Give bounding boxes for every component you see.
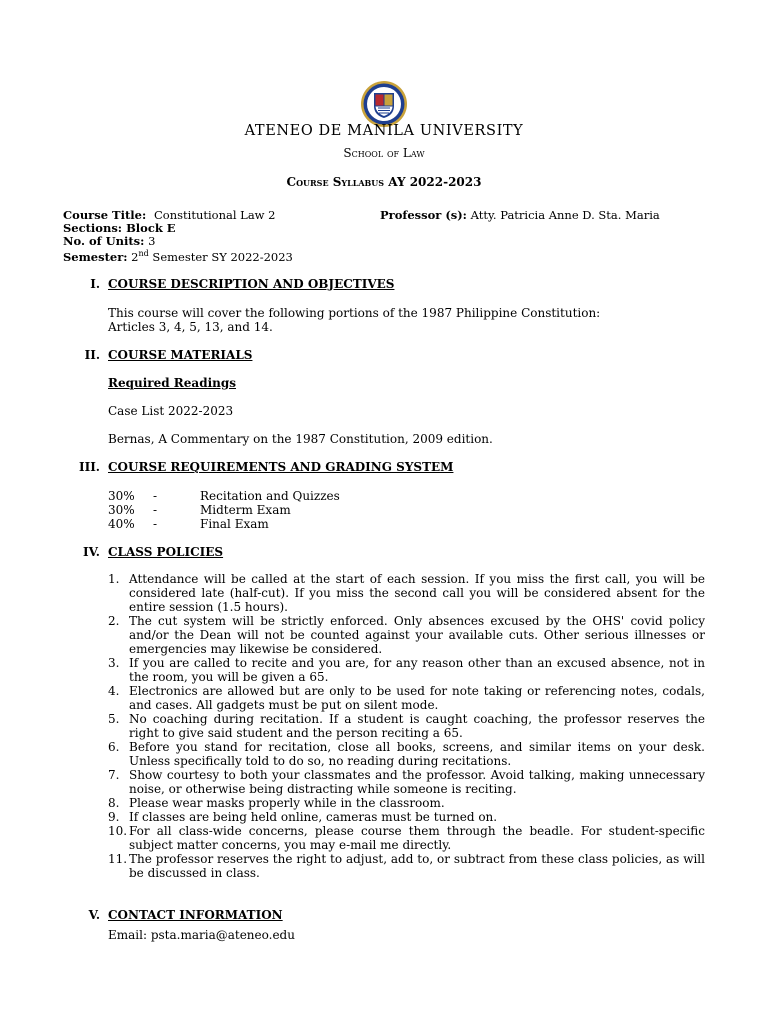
units-value: 3 (148, 234, 156, 248)
description-line-1: This course will cover the following portions of the 1987 Philippine Constitution: (108, 306, 601, 320)
policy-item (108, 656, 705, 684)
policy-text: For all class-wide concerns, please course them through the beadle. For student-specific subject matter concerns, you may e-mail me directly. (129, 824, 705, 852)
section-3-title: COURSE REQUIREMENTS AND GRADING SYSTEM (108, 460, 454, 474)
section-4-number: IV. (82, 545, 100, 559)
policy-number: 1. (108, 572, 120, 586)
course-title-value: Constitutional Law 2 (154, 208, 276, 222)
class-policies-list (108, 572, 705, 880)
description-line-2: Articles 3, 4, 5, 13, and 14. (108, 320, 273, 334)
section-2-number: II. (84, 348, 100, 362)
section-1-number: I. (90, 277, 100, 291)
policy-item (108, 768, 705, 796)
sections-value: Block E (126, 221, 176, 235)
policy-number: 6. (108, 740, 120, 754)
policy-text: The cut system will be strictly enforced. Only absences excused by the OHS' covid policy and/or the Dean will not be counted against your available cuts. Other serious illnesses or emergencies may likewise be considered. (129, 614, 705, 656)
reading-case-list: Case List 2022-2023 (108, 404, 234, 418)
policy-text: No coaching during recitation. If a student is caught coaching, the professor reserves the right to give said student and the person reciting a 65. (129, 712, 705, 740)
semester-number: 2 (131, 249, 139, 264)
units-label: No. of Units: (63, 234, 145, 248)
semester-row (63, 247, 293, 264)
policy-text: Electronics are allowed but are only to be used for note taking or referencing notes, codals, and cases. All gadgets must be put on silent mode. (129, 684, 705, 712)
policy-number: 3. (108, 656, 120, 670)
professor-label: Professor (s): (380, 208, 467, 222)
grade-2-item: Midterm Exam (200, 503, 291, 517)
policy-number: 10. (108, 824, 128, 838)
reading-bernas: Bernas, A Commentary on the 1987 Constitution, 2009 edition. (108, 432, 493, 446)
policy-text: Please wear masks properly while in the classroom. (129, 796, 445, 810)
policy-text: The professor reserves the right to adjust, add to, or subtract from these class policies, as will be discussed in class. (129, 852, 705, 880)
course-title-label: Course Title: (63, 208, 147, 222)
grade-3-dash: - (153, 517, 158, 531)
grade-2-dash: - (153, 503, 158, 517)
policy-number: 4. (108, 684, 120, 698)
semester-value: Semester SY 2022-2023 (148, 249, 293, 264)
university-name: ATENEO DE MANILA UNIVERSITY (244, 123, 524, 139)
policy-item (108, 740, 705, 768)
policy-item (108, 810, 705, 824)
policy-text: If classes are being held online, cameras must be turned on. (129, 810, 498, 824)
section-2-title: COURSE MATERIALS (108, 348, 253, 362)
section-3-number: III. (78, 460, 100, 474)
school-name: School of Law (343, 146, 425, 160)
contact-email[interactable]: Email: psta.maria@ateneo.edu (108, 928, 295, 942)
professor-row (380, 208, 660, 222)
grade-1-dash: - (153, 489, 158, 503)
grade-1-item: Recitation and Quizzes (200, 489, 340, 503)
policy-text: Attendance will be called at the start of each session. If you miss the first call, you will be considered late (half-cut). If you miss the second call you will be considered absent for the entire session (1.5 hours). (129, 572, 705, 614)
semester-suffix: nd (138, 249, 149, 258)
policy-item (108, 684, 705, 712)
policy-item (108, 572, 705, 614)
policy-number: 5. (108, 712, 120, 726)
grade-3-percent: 40% (108, 517, 135, 531)
policy-number: 7. (108, 768, 120, 782)
section-5-title: CONTACT INFORMATION (108, 908, 283, 922)
section-1-title: COURSE DESCRIPTION AND OBJECTIVES (108, 277, 395, 291)
policy-text: If you are called to recite and you are, for any reason other than an excused absence, not in the room, you will be given a 65. (129, 656, 705, 684)
policy-number: 11. (108, 852, 128, 866)
policy-text: Show courtesy to both your classmates and the professor. Avoid talking, making unnecessary noise, or otherwise being distracting while someone is reciting. (129, 768, 705, 796)
grade-2-percent: 30% (108, 503, 135, 517)
university-seal-logo (360, 80, 408, 128)
professor-value: Atty. Patricia Anne D. Sta. Maria (470, 208, 660, 222)
policy-item (108, 824, 705, 852)
policy-item (108, 852, 705, 880)
policy-number: 8. (108, 796, 120, 810)
units-row (63, 234, 155, 248)
sections-label: Sections: (63, 221, 123, 235)
policy-text: Before you stand for recitation, close all books, screens, and similar items on your desk. Unless specifically told to do so, no reading during recitations. (129, 740, 705, 768)
policy-item (108, 614, 705, 656)
policy-number: 9. (108, 810, 120, 824)
grade-1-percent: 30% (108, 489, 135, 503)
grade-3-item: Final Exam (200, 517, 269, 531)
course-title-row (63, 208, 146, 222)
section-5-number: V. (88, 908, 100, 922)
policy-item (108, 712, 705, 740)
policy-item (108, 796, 705, 810)
policy-number: 2. (108, 614, 120, 628)
required-readings-heading: Required Readings (108, 376, 237, 390)
sections-row (63, 221, 176, 235)
syllabus-title: Course Syllabus AY 2022-2023 (286, 175, 482, 189)
semester-label: Semester: (63, 249, 128, 264)
section-4-title: CLASS POLICIES (108, 545, 224, 559)
